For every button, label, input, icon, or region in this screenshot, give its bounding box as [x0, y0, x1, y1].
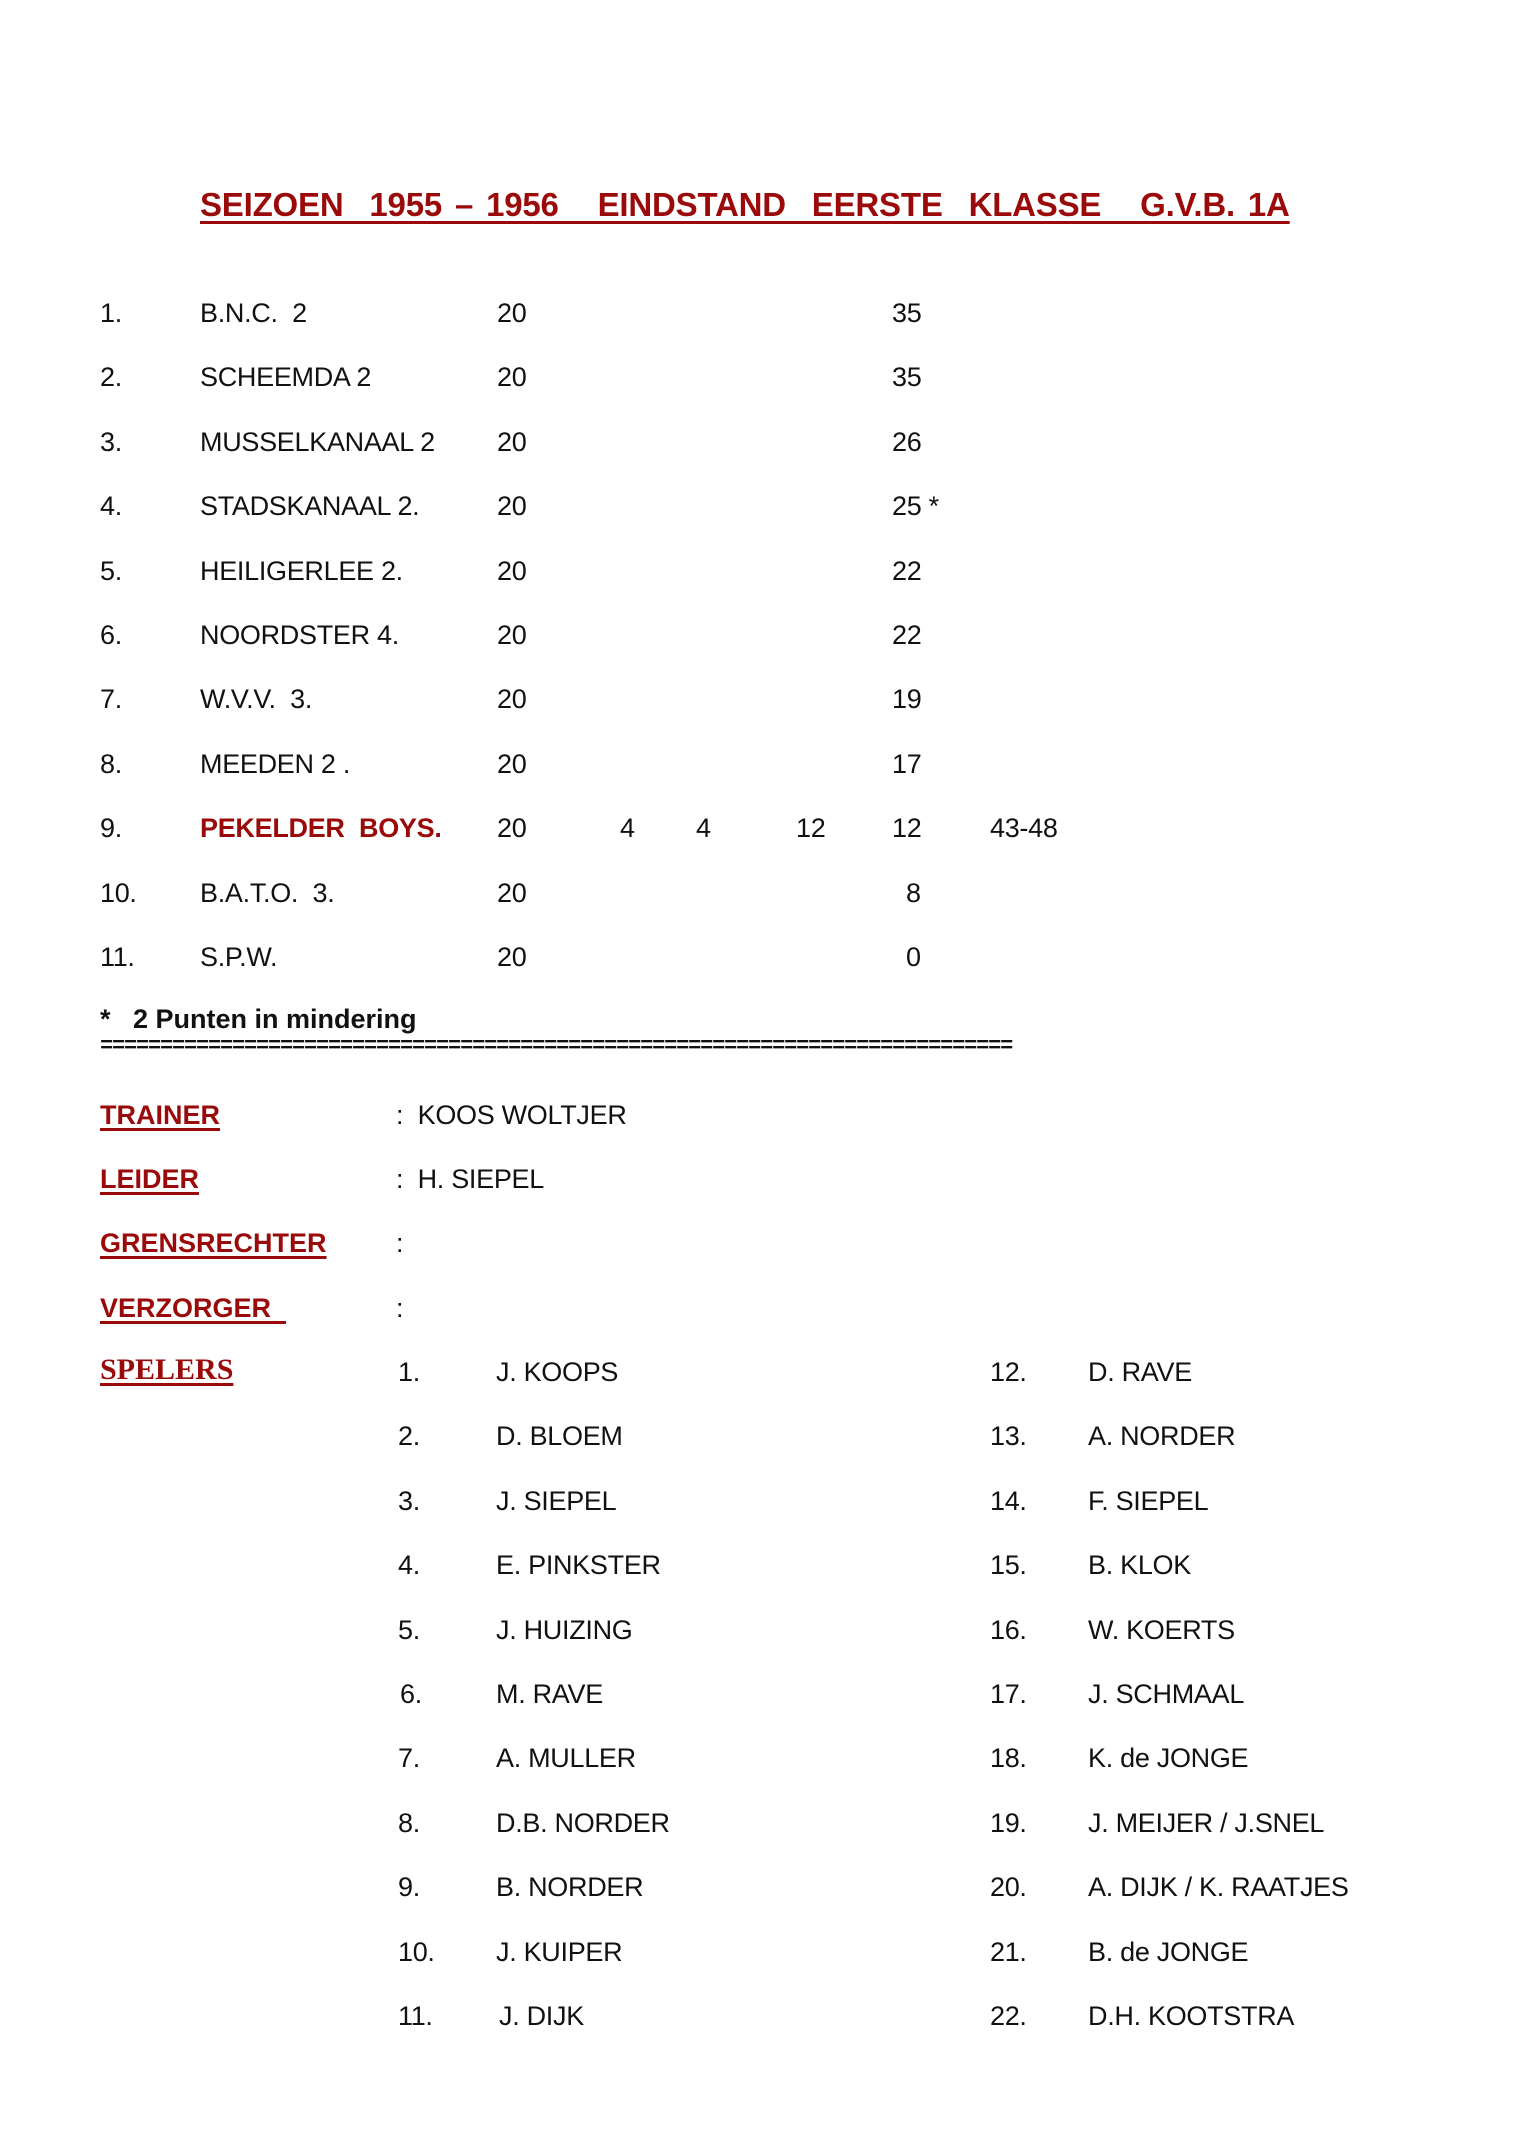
page-title: SEIZOEN 1955 – 1956 EINDSTAND EERSTE KLASSE G.V.B. 1A [200, 186, 1290, 223]
team-cell: NOORDSTER 4. [200, 620, 399, 650]
staff-label: LEIDER [100, 1164, 200, 1195]
staff-value: : KOOS WOLTJER [396, 1100, 627, 1130]
position-cell: 5. [100, 555, 122, 586]
player-name: B. NORDER [496, 1872, 644, 1903]
player-number: 6. [400, 1679, 422, 1709]
player-number: 13. [990, 1421, 1027, 1452]
played-cell: 20 [497, 426, 527, 457]
player-name: D. RAVE [1088, 1357, 1192, 1387]
position-cell: 8. [100, 748, 122, 779]
played-cell: 20 [497, 942, 527, 972]
played-cell: 20 [497, 620, 527, 650]
player-name: D.H. KOOTSTRA [1088, 2001, 1295, 2031]
team-cell: B.A.T.O. 3. [200, 877, 335, 908]
footnote: * 2 Punten in mindering [100, 1004, 417, 1034]
points-cell: 12 [892, 813, 922, 844]
played-cell: 20 [497, 491, 527, 522]
player-number: 9. [398, 1872, 420, 1903]
position-cell: 1. [100, 298, 122, 328]
points-cell: 17 [892, 748, 922, 779]
team-cell: S.P.W. [200, 942, 278, 972]
player-number: 16. [990, 1614, 1027, 1645]
player-number: 19. [990, 1807, 1027, 1838]
won-cell: 4 [620, 813, 635, 844]
player-name: A. MULLER [496, 1743, 636, 1774]
player-name: J. KUIPER [496, 1936, 623, 1967]
staff-value: : [396, 1292, 404, 1323]
player-name: J. SIEPEL [496, 1485, 617, 1516]
separator-line: ============================================================================ [100, 1034, 1013, 1059]
team-cell: B.N.C. 2 [200, 298, 307, 328]
team-cell: W.V.V. 3. [200, 684, 313, 715]
drawn-cell: 4 [696, 813, 711, 844]
lost-cell: 12 [796, 813, 826, 844]
points-cell: 0 [906, 942, 921, 972]
played-cell: 20 [497, 362, 527, 393]
position-cell: 4. [100, 491, 122, 522]
player-name: J. HUIZING [496, 1614, 633, 1645]
player-name: W. KOERTS [1088, 1614, 1235, 1645]
player-number: 12. [990, 1357, 1027, 1387]
points-cell: 19 [892, 684, 922, 715]
player-number: 14. [990, 1485, 1027, 1516]
played-cell: 20 [497, 298, 527, 328]
player-number: 3. [398, 1485, 420, 1516]
player-number: 11. [398, 2001, 433, 2031]
staff-label: TRAINER [100, 1100, 220, 1130]
team-cell: SCHEEMDA 2 [200, 362, 372, 393]
position-cell: 9. [100, 813, 122, 844]
player-name: D. BLOEM [496, 1421, 623, 1452]
player-name: E. PINKSTER [496, 1550, 661, 1581]
player-number: 18. [990, 1743, 1027, 1774]
position-cell: 3. [100, 426, 122, 457]
goals-cell: 43-48 [990, 813, 1058, 844]
position-cell: 6. [100, 620, 122, 650]
points-cell: 22 [892, 555, 922, 586]
staff-value: : H. SIEPEL [396, 1164, 544, 1195]
player-number: 2. [398, 1421, 420, 1452]
player-number: 5. [398, 1614, 420, 1645]
points-cell: 25 * [892, 491, 939, 522]
player-name: J. SCHMAAL [1088, 1679, 1245, 1709]
played-cell: 20 [497, 877, 527, 908]
points-cell: 35 [892, 298, 922, 328]
player-name: J. MEIJER / J.SNEL [1088, 1807, 1325, 1838]
player-number: 17. [990, 1679, 1027, 1709]
played-cell: 20 [497, 748, 527, 779]
player-name: J. DIJK [499, 2001, 584, 2031]
points-cell: 8 [906, 877, 921, 908]
player-number: 8. [398, 1807, 420, 1838]
played-cell: 20 [497, 813, 527, 844]
played-cell: 20 [497, 684, 527, 715]
player-number: 15. [990, 1550, 1027, 1581]
staff-value: : [396, 1228, 404, 1259]
team-cell: HEILIGERLEE 2. [200, 555, 403, 586]
team-cell: MEEDEN 2 . [200, 748, 351, 779]
staff-label: GRENSRECHTER [100, 1228, 327, 1259]
player-name: K. de JONGE [1088, 1743, 1249, 1774]
player-name: J. KOOPS [496, 1357, 619, 1387]
player-name: D.B. NORDER [496, 1807, 670, 1838]
team-cell: STADSKANAAL 2. [200, 491, 420, 522]
position-cell: 10. [100, 877, 137, 908]
player-name: B. KLOK [1088, 1550, 1191, 1581]
position-cell: 7. [100, 684, 122, 715]
player-number: 20. [990, 1872, 1027, 1903]
player-number: 22. [990, 2001, 1027, 2031]
player-number: 7. [398, 1743, 420, 1774]
points-cell: 26 [892, 426, 922, 457]
player-name: B. de JONGE [1088, 1936, 1249, 1967]
player-number: 4. [398, 1550, 420, 1581]
players-label: SPELERS [100, 1353, 234, 1386]
player-number: 21. [990, 1936, 1027, 1967]
team-cell: PEKELDER BOYS. [200, 813, 442, 844]
player-name: A. DIJK / K. RAATJES [1088, 1872, 1349, 1903]
player-name: F. SIEPEL [1088, 1485, 1209, 1516]
player-number: 1. [398, 1357, 420, 1387]
points-cell: 22 [892, 620, 922, 650]
position-cell: 2. [100, 362, 122, 393]
player-name: A. NORDER [1088, 1421, 1236, 1452]
played-cell: 20 [497, 555, 527, 586]
player-number: 10. [398, 1936, 435, 1967]
points-cell: 35 [892, 362, 922, 393]
player-name: M. RAVE [496, 1679, 603, 1709]
team-cell: MUSSELKANAAL 2 [200, 426, 435, 457]
position-cell: 11. [100, 942, 135, 972]
staff-label: VERZORGER [100, 1292, 287, 1323]
